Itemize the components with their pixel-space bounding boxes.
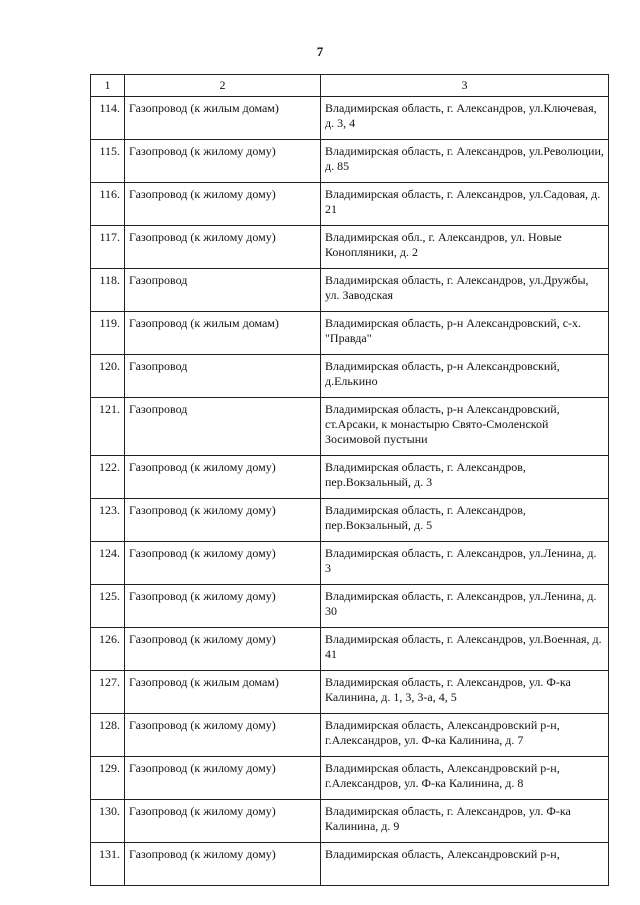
table-row: [91, 456, 609, 499]
object-name: Газопровод (к жилым домам): [125, 97, 321, 140]
object-name: Газопровод: [125, 355, 321, 398]
table-row: [91, 843, 609, 886]
object-name: Газопровод: [125, 398, 321, 456]
object-address: Владимирская область, г. Александров, ул. Ф-ка Калинина, д. 9: [321, 800, 609, 843]
object-address: Владимирская область, г. Александров, ул. Ф-ка Калинина, д. 1, 3, 3-а, 4, 5: [321, 671, 609, 714]
object-address: Владимирская область, г. Александров, ул.Военная, д. 41: [321, 628, 609, 671]
object-name: Газопровод (к жилому дому): [125, 757, 321, 800]
table-row: [91, 312, 609, 355]
row-number: 124.: [91, 542, 125, 585]
object-address: Владимирская область, г. Александров, ул.Революции, д. 85: [321, 140, 609, 183]
object-name: Газопровод (к жилому дому): [125, 585, 321, 628]
row-number: 121.: [91, 398, 125, 456]
object-address: Владимирская область, р-н Александровский, с-х. "Правда": [321, 312, 609, 355]
object-address: Владимирская область, Александровский р-н, г.Александров, ул. Ф-ка Калинина, д. 8: [321, 757, 609, 800]
row-number: 131.: [91, 843, 125, 886]
table-row: [91, 585, 609, 628]
table-row: [91, 226, 609, 269]
object-name: Газопровод (к жилым домам): [125, 312, 321, 355]
object-address: Владимирская область, г. Александров, ул.Ленина, д. 3: [321, 542, 609, 585]
table-row: [91, 757, 609, 800]
object-name: Газопровод (к жилому дому): [125, 714, 321, 757]
row-number: 117.: [91, 226, 125, 269]
object-name: Газопровод (к жилому дому): [125, 226, 321, 269]
row-number: 114.: [91, 97, 125, 140]
registry-table: [90, 74, 609, 886]
object-name: Газопровод (к жилому дому): [125, 542, 321, 585]
table-row: [91, 714, 609, 757]
row-number: 129.: [91, 757, 125, 800]
object-name: Газопровод (к жилому дому): [125, 140, 321, 183]
row-number: 123.: [91, 499, 125, 542]
object-address: Владимирская область, Александровский р-н, г.Александров, ул. Ф-ка Калинина, д. 7: [321, 714, 609, 757]
column-header: 1: [91, 75, 125, 97]
object-address: Владимирская область, г. Александров, ул.Ключевая, д. 3, 4: [321, 97, 609, 140]
row-number: 119.: [91, 312, 125, 355]
table-row: [91, 671, 609, 714]
object-address: Владимирская область, г. Александров, ул.Садовая, д. 21: [321, 183, 609, 226]
page-number: 7: [316, 44, 324, 59]
object-address: Владимирская область, г. Александров, ул.Ленина, д. 30: [321, 585, 609, 628]
object-name: Газопровод (к жилым домам): [125, 671, 321, 714]
table-row: [91, 140, 609, 183]
object-address: Владимирская область, г. Александров, пер.Вокзальный, д. 5: [321, 499, 609, 542]
object-name: Газопровод (к жилому дому): [125, 800, 321, 843]
column-header: 3: [321, 75, 609, 97]
row-number: 122.: [91, 456, 125, 499]
row-number: 120.: [91, 355, 125, 398]
object-address: Владимирская область, р-н Александровский, д.Елькино: [321, 355, 609, 398]
row-number: 130.: [91, 800, 125, 843]
object-name: Газопровод: [125, 269, 321, 312]
table-row: [91, 542, 609, 585]
row-number: 116.: [91, 183, 125, 226]
object-name: Газопровод (к жилому дому): [125, 843, 321, 886]
object-name: Газопровод (к жилому дому): [125, 456, 321, 499]
table-row: [91, 398, 609, 456]
table-row: [91, 499, 609, 542]
object-name: Газопровод (к жилому дому): [125, 183, 321, 226]
header-row: [91, 75, 609, 97]
table-row: [91, 628, 609, 671]
table-row: [91, 97, 609, 140]
row-number: 115.: [91, 140, 125, 183]
table-row: [91, 269, 609, 312]
object-address: Владимирская область, г. Александров, ул.Дружбы, ул. Заводская: [321, 269, 609, 312]
table-row: [91, 800, 609, 843]
table-row: [91, 183, 609, 226]
object-name: Газопровод (к жилому дому): [125, 628, 321, 671]
object-name: Газопровод (к жилому дому): [125, 499, 321, 542]
object-address: Владимирская область, г. Александров, пер.Вокзальный, д. 3: [321, 456, 609, 499]
row-number: 125.: [91, 585, 125, 628]
object-address: Владимирская область, Александровский р-н,: [321, 843, 609, 886]
row-number: 127.: [91, 671, 125, 714]
table-row: [91, 355, 609, 398]
row-number: 126.: [91, 628, 125, 671]
object-address: Владимирская обл., г. Александров, ул. Новые Конопляники, д. 2: [321, 226, 609, 269]
row-number: 118.: [91, 269, 125, 312]
column-header: 2: [125, 75, 321, 97]
object-address: Владимирская область, р-н Александровский, ст.Арсаки, к монастырю Свято-Смоленской Зосимовой пустыни: [321, 398, 609, 456]
row-number: 128.: [91, 714, 125, 757]
